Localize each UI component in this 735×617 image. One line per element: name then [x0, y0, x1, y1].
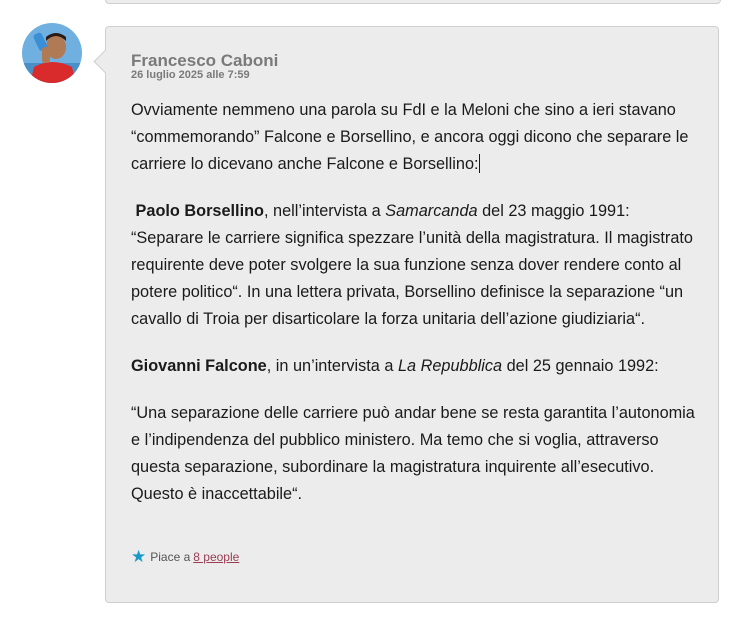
comment-paragraph [131, 97, 696, 178]
paragraph-text: del 25 gennaio 1992: [502, 357, 659, 375]
text-cursor [479, 154, 480, 173]
paragraph-text: , nell’intervista a [264, 202, 386, 220]
paragraph-text: “Una separazione delle carriere può andar bene se resta garantita l’autonomia e l’indipendenza del pubblico ministero. Ma temo che si voglia, attraverso questa separazione, subordinare la magistratura inquirente all’esecutivo. Questo è inaccettabile“. [131, 404, 695, 503]
person-name: Giovanni Falcone [131, 357, 267, 375]
comment-author[interactable]: Francesco Caboni [131, 51, 279, 70]
previous-comment-card [105, 0, 721, 4]
likes-people-link[interactable]: 8 people [193, 549, 240, 564]
star-icon: ★ [131, 547, 147, 566]
comment-date[interactable]: 26 luglio 2025 alle 7:59 [131, 69, 250, 81]
likes-row [131, 548, 239, 565]
person-name: Paolo Borsellino [135, 202, 264, 220]
paragraph-text: del 23 maggio 1991: “Separare le carriere significa spezzare l’unità della magistratura. Il magistrato requirente deve poter svolgere la sua funzione senza dover rendere conto al potere politico“. In una lettera privata, Borsellino definisce la separazione “un cavallo di Troia per disarticolare la forza unitaria dell’azione giudiziaria“. [131, 202, 693, 328]
comment-paragraph [131, 353, 696, 380]
source-name: La Repubblica [397, 357, 503, 375]
avatar[interactable] [22, 23, 82, 83]
comment-card [105, 26, 719, 603]
comment-paragraph [131, 400, 696, 508]
paragraph-text: , in un’intervista a [266, 357, 398, 375]
comment-paragraph [131, 198, 696, 333]
likes-prefix: Piace a [150, 549, 191, 564]
source-name: Samarcanda [385, 202, 478, 220]
comment-body [131, 97, 696, 528]
avatar-photo [22, 23, 82, 83]
paragraph-text: Ovviamente nemmeno una parola su FdI e la Meloni che sino a ieri stavano “commemorando” Falcone e Borsellino, e ancora oggi dicono che separare le carriere lo dicevano anche Falcone e Borsellino: [131, 101, 689, 173]
